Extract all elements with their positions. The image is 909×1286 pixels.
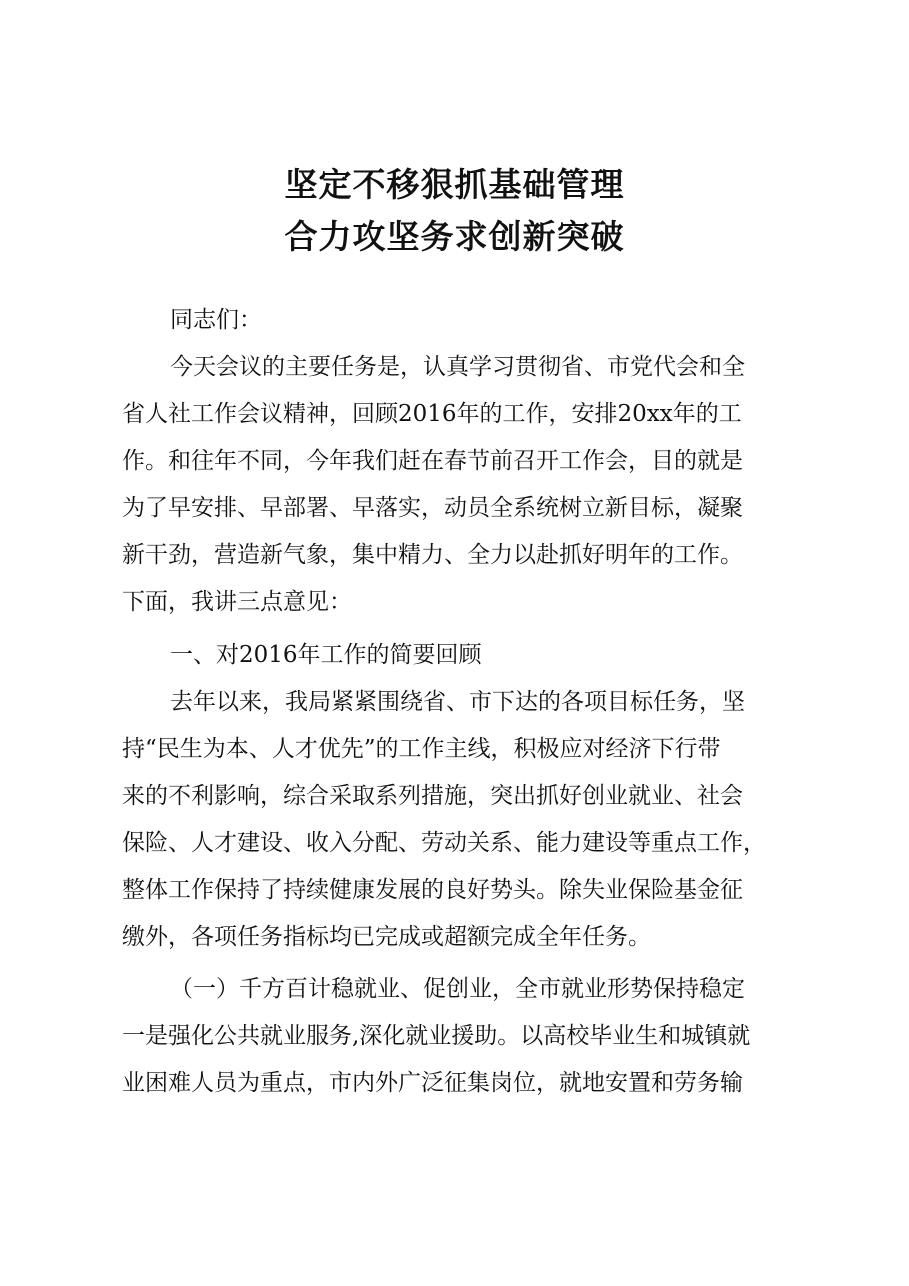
document-title-line-1: 坚定不移狠抓基础管理 [284, 165, 625, 204]
document-title-line-2: 合力攻坚务求创新突破 [284, 217, 625, 256]
section-heading: 一、对2016年工作的简要回顾 [170, 642, 482, 668]
paragraph-line: 去年以来，我局紧紧围绕省、市下达的各项目标任务，坚 [170, 689, 745, 715]
paragraph-line: 保险、人才建设、收入分配、劳动关系、能力建设等重点工作， [122, 830, 766, 856]
paragraph-line: 缴外，各项任务指标均已完成或超额完成全年任务。 [122, 924, 651, 950]
paragraph-line: 一是强化公共就业服务,深化就业援助。以高校毕业生和城镇就 [122, 1023, 751, 1049]
paragraph-line: 持“民生为本、人才优先”的工作主线，积极应对经济下行带 [122, 736, 721, 762]
paragraph-line: 省人社工作会议精神，回顾2016年的工作，安排20xx年的工 [122, 401, 742, 427]
paragraph-line: 作。和往年不同，今年我们赶在春节前召开工作会，目的就是 [122, 448, 743, 474]
paragraph-line: 为了早安排、早部署、早落实，动员全系统树立新目标，凝聚 [122, 495, 743, 521]
paragraph-line: 整体工作保持了持续健康发展的良好势头。除失业保险基金征 [122, 877, 743, 903]
paragraph-line: 今天会议的主要任务是，认真学习贯彻省、市党代会和全 [170, 354, 745, 380]
paragraph-line: 下面，我讲三点意见： [122, 589, 352, 615]
paragraph-line: 来的不利影响，综合采取系列措施，突出抓好创业就业、社会 [122, 783, 743, 809]
paragraph-line: 新干劲，营造新气象，集中精力、全力以赴抓好明年的工作。 [122, 542, 743, 568]
paragraph-line: 业困难人员为重点，市内外广泛征集岗位，就地安置和劳务输 [122, 1070, 743, 1096]
salutation: 同志们： [170, 307, 262, 333]
subsection-heading: （一）千方百计稳就业、促创业，全市就业形势保持稳定 [170, 976, 745, 1002]
